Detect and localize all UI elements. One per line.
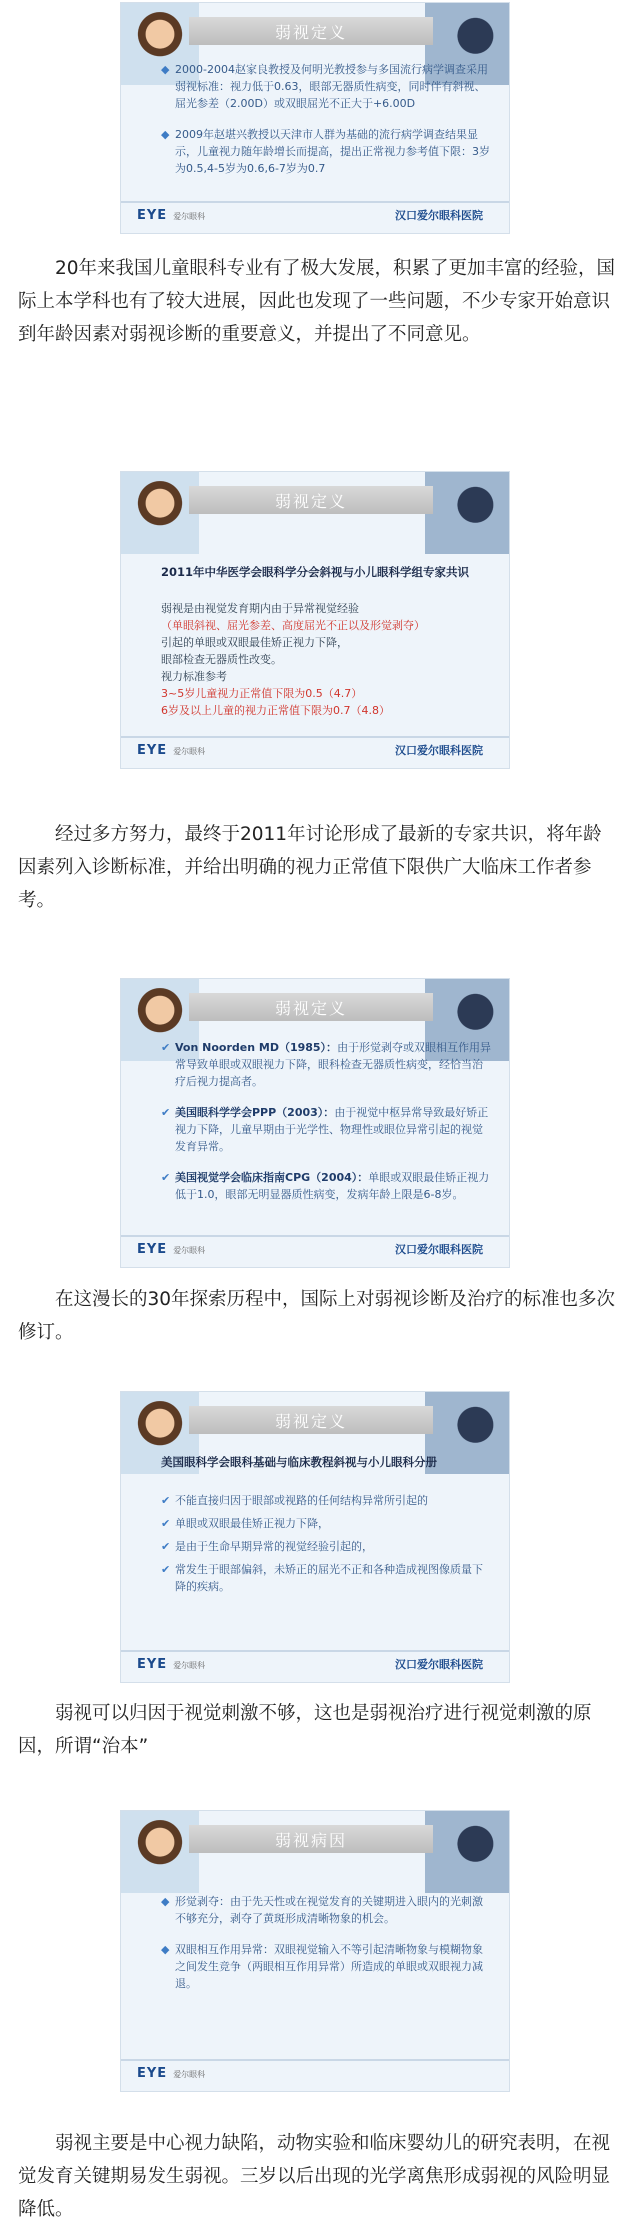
divider: [121, 2059, 509, 2061]
eye-exam-photo: [425, 1811, 509, 1893]
bullet-item: ✔ 单眼或双眼最佳矫正视力下降，: [161, 1517, 329, 1530]
bullet-item: ◆ 2000-2004赵家良教授及何明光教授参与多国流行病学调查采用弱视标准：视力低于0.63，眼部无器质性病变，同时伴有斜视、屈光参差（2.00D）或双眼屈光不正大于+6.00D: [161, 63, 488, 110]
check-icon: ✔: [161, 1494, 171, 1507]
bullet-item: ◆ 形觉剥夺：由于先天性或在视觉发育的关键期进入眼内的光刺激不够充分，剥夺了黄斑形成清晰物象的机会。: [161, 1895, 483, 1925]
divider: [121, 1235, 509, 1237]
bullet-item: ✔ 美国眼科学学会PPP（2003）：由于视觉中枢异常导致最好矫正视力下降，儿童早期由于光学性、物理性或眼位异常引起的视觉发育异常。: [161, 1106, 489, 1153]
check-icon: ✔: [161, 1171, 171, 1184]
bullet-icon: ◆: [161, 128, 170, 141]
eye-logo: EYE 爱尔眼科: [137, 1657, 206, 1672]
slide-bullets: [161, 61, 493, 191]
hospital-name: 汉口爱尔眼科医院: [395, 744, 483, 757]
bullet-icon: ◆: [161, 1943, 170, 1956]
hospital-name: 汉口爱尔眼科医院: [395, 1658, 483, 1671]
child-photo: [121, 1811, 199, 1893]
eye-exam-photo: [425, 472, 509, 554]
bullet-icon: ◆: [161, 1895, 170, 1908]
slide-amblyopia-definition-3: [120, 978, 510, 1268]
slide-amblyopia-cause: [120, 1810, 510, 2092]
check-icon: ✔: [161, 1563, 171, 1576]
article-paragraph: 弱视主要是中心视力缺陷，动物实验和临床婴幼儿的研究表明，在视觉发育关键期易发生弱视。三岁以后出现的光学离焦形成弱视的风险明显降低。: [18, 2133, 611, 2220]
slide-title: 弱视定义: [189, 1406, 433, 1434]
slide-amblyopia-definition-2: [120, 471, 510, 769]
slide-subtitle: 2011年中华医学会眼科学分会斜视与小儿眼科学组专家共识: [161, 565, 470, 579]
slide-amblyopia-definition-1: [120, 2, 510, 234]
slide-title: 弱视定义: [189, 486, 433, 514]
bullet-item: ✔ 美国视觉学会临床指南CPG（2004）：单眼或双眼最佳矫正视力低于1.0，眼部无明显器质性病变，发病年龄上限是6-8岁。: [161, 1171, 490, 1201]
eye-logo: EYE 爱尔眼科: [137, 743, 206, 758]
check-icon: ✔: [161, 1106, 171, 1119]
divider: [121, 1650, 509, 1652]
article-paragraph: 经过多方努力，最终于2011年讨论形成了最新的专家共识，将年龄因素列入诊断标准，并给出明确的视力正常值下限供广大临床工作者参考。: [18, 824, 602, 911]
bullet-icon: ◆: [161, 63, 170, 76]
check-icon: ✔: [161, 1517, 171, 1530]
check-icon: ✔: [161, 1540, 171, 1553]
hospital-name: 汉口爱尔眼科医院: [395, 209, 483, 222]
slide-bullets: [161, 1492, 493, 1595]
slide-title: 弱视定义: [189, 17, 433, 45]
bullet-item: ◆ 2009年赵堪兴教授以天津市人群为基础的流行病学调查结果显示，儿童视力随年龄增长而提高，提出正常视力参考值下限：3岁为0.5,4-5岁为0.6,6-7岁为0.7: [161, 128, 490, 175]
article-paragraph: 20年来我国儿童眼科专业有了极大发展，积累了更加丰富的经验，国际上本学科也有了较大进展，因此也发现了一些问题，不少专家开始意识到年龄因素对弱视诊断的重要意义，并提出了不同意见。: [18, 258, 616, 345]
bullet-item: ✔ 常发生于眼部偏斜，未矫正的屈光不正和各种造成视图像质量下降的疾病。: [161, 1563, 483, 1593]
slide-bullets: [161, 1039, 493, 1203]
hospital-name: 汉口爱尔眼科医院: [395, 1243, 483, 1256]
slide-title: 弱视定义: [189, 993, 433, 1021]
child-photo: [121, 472, 199, 554]
eye-logo: EYE 爱尔眼科: [137, 1242, 206, 1257]
divider: [121, 736, 509, 738]
eye-logo: EYE 爱尔眼科: [137, 208, 206, 223]
slide-title: 弱视病因: [189, 1825, 433, 1853]
slide-lines: 弱视是由视觉发育期内由于异常视觉经验 （单眼斜视、屈光参差、高度屈光不正以及形觉剥夺） 引起的单眼或双眼最佳矫正视力下降， 眼部检查无器质性改变。 视力标准参考 3~5岁儿童视力正常值下限为0.5（4.7） 6岁及以上儿童的视力正常值下限为0.7（4.8）: [161, 602, 425, 717]
bullet-item: ◆ 双眼相互作用异常：双眼视觉输入不等引起清晰物象与模糊物象之间发生竞争（两眼相互作用异常）所造成的单眼或双眼视力减退。: [161, 1943, 483, 1990]
bullet-item: ✔ 是由于生命早期异常的视觉经验引起的，: [161, 1540, 373, 1553]
bullet-item: ✔ Von Noorden MD（1985）：由于形觉剥夺或双眼相互作用异常导致单眼或双眼视力下降，眼科检查无器质性病变，经恰当治疗后视力提高者。: [161, 1041, 492, 1088]
eye-logo: EYE 爱尔眼科: [137, 2066, 206, 2081]
slide-subtitle: 美国眼科学会眼科基础与临床教程斜视与小儿眼科分册: [161, 1455, 437, 1469]
slide-bullets: [161, 1893, 493, 1992]
check-icon: ✔: [161, 1041, 171, 1054]
divider: [121, 201, 509, 203]
article-paragraph: 在这漫长的30年探索历程中，国际上对弱视诊断及治疗的标准也多次修订。: [18, 1289, 616, 1343]
article-paragraph: 弱视可以归因于视觉刺激不够，这也是弱视治疗进行视觉刺激的原因，所谓“治本”: [18, 1703, 592, 1757]
bullet-item: ✔ 不能直接归因于眼部或视路的任何结构异常所引起的: [161, 1494, 428, 1507]
slide-amblyopia-definition-4: [120, 1391, 510, 1683]
